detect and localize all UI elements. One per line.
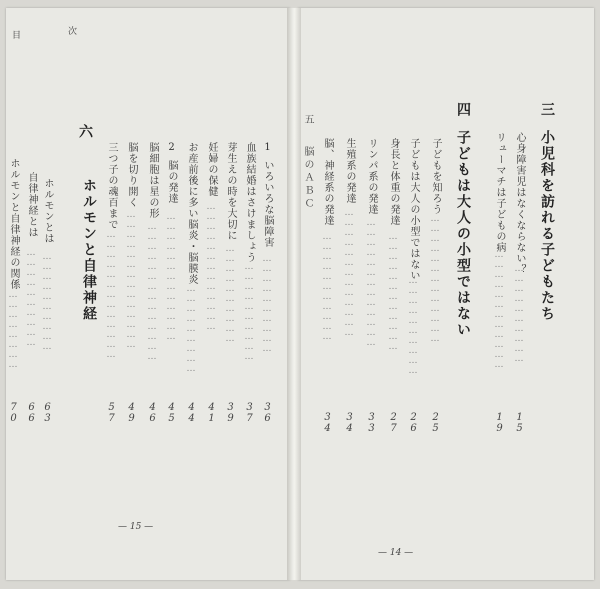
toc-item-label: ホルモンとは: [42, 178, 53, 244]
chapter6-title: ホルモンと自律神経: [81, 178, 97, 322]
toc-item-page: 37: [244, 402, 255, 424]
toc-leader-dots: …………………………………: [166, 212, 176, 342]
book-gutter: [287, 8, 301, 580]
toc-item-label: 脳細胞は星の形: [147, 142, 158, 219]
toc-item-page: 27: [388, 412, 399, 434]
toc-leader-dots: ………………………………: [494, 250, 504, 370]
toc-item-page: 44: [186, 402, 197, 424]
toc-item-page: 26: [408, 412, 419, 434]
toc-leader-dots: …………………………: [244, 262, 254, 362]
chapter4-numeral: 四: [455, 102, 471, 118]
chapter5-title: 脳のＡＢＣ: [302, 146, 313, 211]
toc-item-page: 63: [42, 402, 53, 424]
toc-item-label: 自律神経とは: [26, 172, 37, 238]
toc-leader-dots: …………………………: [262, 254, 272, 354]
toc-item-label: 身長と体重の発達: [388, 138, 399, 226]
toc-leader-dots: …………………………………: [344, 208, 354, 338]
toc-item-label: 脳を切り開く: [126, 142, 137, 208]
toc-leader-dots: ………………………: [186, 284, 196, 374]
toc-item-label: 血族結婚はさけましょう: [244, 142, 255, 263]
chapter3-numeral: 三: [539, 102, 555, 118]
toc-item-page: 34: [344, 412, 355, 434]
toc-item-label: 心身障害児はなくならない？: [514, 132, 525, 275]
toc-item-page: 34: [322, 412, 333, 434]
toc-item-label: 子どもは大人の小型ではない: [408, 138, 419, 281]
toc-item-page: 19: [494, 412, 505, 434]
toc-item-label: お産前後に多い脳炎・脳膜炎: [186, 142, 197, 285]
toc-item-page: 25: [430, 412, 441, 434]
toc-leader-dots: …………………………………: [106, 230, 116, 360]
page-number-14: — 14 —: [378, 548, 414, 558]
toc-leader-dots: ……………………………………: [126, 210, 136, 350]
chapter4-title: 子どもは大人の小型ではない: [455, 130, 471, 338]
toc-item-label: 三つ子の魂百まで: [106, 142, 117, 230]
toc-item-page: 57: [106, 402, 117, 424]
chapter6-numeral: 六: [77, 124, 93, 140]
toc-leader-dots: ………………………………: [388, 232, 398, 352]
toc-item-page: 46: [147, 402, 158, 424]
toc-item-label: 脳、神経系の発達: [322, 138, 333, 226]
toc-item-page: 41: [206, 402, 217, 424]
header-ji: 次: [68, 27, 78, 37]
section1-title: いろいろな脳障害: [262, 160, 273, 248]
toc-leader-dots: ……………………………………: [147, 222, 157, 362]
toc-item-label: リンパ系の発達: [366, 138, 377, 215]
toc-item-page: 36: [262, 402, 273, 424]
chapter5-numeral: 五: [302, 114, 313, 127]
toc-leader-dots: …………………………: [408, 276, 418, 376]
toc-item-label: 妊婦の保健: [206, 142, 217, 197]
toc-leader-dots: ……………………: [8, 290, 18, 370]
toc-item-page: 45: [166, 402, 177, 424]
toc-leader-dots: …………………………………: [206, 202, 216, 332]
toc-item-label: 生殖系の発達: [344, 138, 355, 204]
toc-leader-dots: ……………………………: [322, 232, 332, 342]
toc-leader-dots: …………………………: [514, 264, 524, 364]
toc-item-page: 39: [225, 402, 236, 424]
toc-item-page: 33: [366, 412, 377, 434]
toc-leader-dots: …………………………: [42, 252, 52, 352]
toc-item-label: ホルモンと自律神経の関係: [8, 158, 19, 290]
chapter3-title: 小児科を訪れる子どもたち: [539, 130, 555, 322]
toc-leader-dots: …………………………: [225, 244, 235, 344]
toc-leader-dots: …………………………………: [430, 214, 440, 344]
toc-item-page: 15: [514, 412, 525, 434]
toc-item-page: 70: [8, 402, 19, 424]
toc-item-page: 66: [26, 402, 37, 424]
toc-leader-dots: …………………………: [26, 248, 36, 348]
header-moku: 目: [12, 31, 22, 41]
page-number-15: — 15 —: [118, 522, 154, 532]
toc-leader-dots: …………………………………: [366, 218, 376, 348]
toc-item-page: 49: [126, 402, 137, 424]
toc-item-label: リューマチは子どもの病: [494, 132, 505, 253]
section2-title: 脳の発達: [166, 160, 177, 204]
toc-item-label: 芽生えの時を大切に: [225, 142, 236, 241]
section2-number: 2: [166, 142, 177, 154]
section1-number: 1: [262, 142, 273, 154]
toc-item-label: 子どもを知ろう: [430, 138, 441, 215]
